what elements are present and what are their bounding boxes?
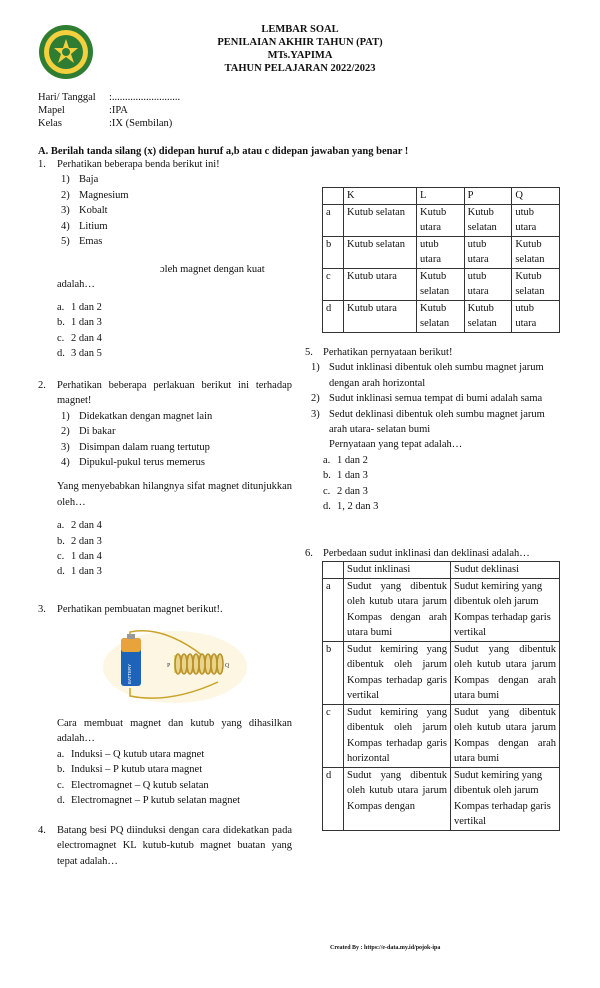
q1-stem-line1: ɔleh magnet dengan kuat <box>160 264 265 275</box>
header-year: TAHUN PELAJARAN 2022/2023 <box>224 63 376 74</box>
table-row: d Sudut yang dibentuk oleh kutub utara jarum Kompas dengan Sudut kemiring yang dibentuk oleh jarum Kompas terhadap garis vertikal <box>323 767 560 830</box>
option-item[interactable]: c. 2 dan 3 <box>323 485 368 497</box>
table-header-row: Sudut inklinasi Sudut deklinasi <box>323 562 560 579</box>
kelas-value: :IX (Sembilan) <box>109 118 173 129</box>
option-item[interactable]: d. 1 dan 3 <box>57 566 102 578</box>
q5-stem: Pernyataan yang tepat adalah… <box>329 439 463 451</box>
battery-label: BATTERY <box>127 663 132 685</box>
coil-end-p: P <box>167 663 171 669</box>
q2-items <box>57 409 292 471</box>
q1-stem-line2: adalah… <box>57 279 95 290</box>
option-item[interactable]: b. Induksi – P kutub utara magnet <box>57 764 203 776</box>
q1-options <box>57 300 257 362</box>
table-row: a Kutub selatan Kutub utara Kutub selatan utub utara <box>323 204 560 236</box>
header-title: LEMBAR SOAL <box>261 24 339 35</box>
option-item[interactable]: a. 1 dan 2 <box>323 454 368 466</box>
q6-number: 6. <box>305 548 313 559</box>
question-1 <box>38 157 292 249</box>
question-2 <box>38 378 292 580</box>
option-item[interactable]: a. 2 dan 4 <box>57 520 102 532</box>
q6-text: Perbedaan sudut inklinasi dan deklinasi adalah… <box>323 548 530 559</box>
table-header-row: K L P Q <box>323 188 560 205</box>
option-item[interactable]: c. 2 dan 4 <box>57 332 102 344</box>
list-item: 5) Emas <box>61 236 103 248</box>
coil-end-q: Q <box>225 663 230 669</box>
q1-text: Perhatikan beberapa benda berikut ini! <box>57 159 220 170</box>
list-item: 4) Litium <box>61 220 108 232</box>
list-item: 1) Baja <box>61 174 99 186</box>
q5-text: Perhatikan pernyataan berikut! <box>323 347 453 358</box>
option-item[interactable]: b. 1 dan 3 <box>57 317 102 329</box>
hari-value: :.......................... <box>109 92 181 103</box>
q5-number: 5. <box>305 347 313 358</box>
list-item: 1) Didekatkan dengan magnet lain <box>61 410 213 422</box>
q2-options <box>57 518 292 580</box>
mapel-label: Mapel <box>38 105 65 116</box>
list-item: 3) Kobalt <box>61 205 108 217</box>
q4-number: 4. <box>38 825 46 836</box>
header-subtitle: PENILAIAN AKHIR TAHUN (PAT) <box>217 37 383 48</box>
list-item: 3) Sedut deklinasi dibentuk oleh sumbu magnet jarum arah utara- selatan bumi <box>311 408 545 436</box>
hari-label: Hari/ Tanggal <box>38 92 96 103</box>
q1-number: 1. <box>38 159 46 170</box>
list-item: 2) Magnesium <box>61 189 129 201</box>
instruction: A. Berilah tanda silang (x) didepan huruf a,b atau c didepan jawaban yang benar ! <box>38 146 409 157</box>
table-row: b Kutub selatan utub utara utub utara Kutub selatan <box>323 236 560 268</box>
q1-items <box>57 172 292 249</box>
table-row: c Kutub utara Kutub selatan utub utara Kutub selatan <box>323 268 560 300</box>
table-row: a Sudut yang dibentuk oleh kutub utara jarum Kompas dengan arah utara bumi Sudut kemiring yang dibentuk oleh jarum Kompas terhadap garis vertikal <box>323 578 560 641</box>
q2-stem: Yang menyebabkan hilangnya sifat magnet ditunjukkan oleh… <box>57 481 292 508</box>
school-logo <box>38 24 94 80</box>
option-item[interactable]: c. Electromagnet – Q kutub selatan <box>57 779 209 791</box>
q5-items <box>305 360 560 437</box>
kelas-label: Kelas <box>38 118 62 129</box>
option-item[interactable]: d. 1, 2 dan 3 <box>323 501 379 513</box>
battery-cap <box>121 638 141 652</box>
q3-options <box>57 747 292 809</box>
q6-table <box>322 561 560 831</box>
q3-stem: Cara membuat magnet dan kutub yang dihasilkan adalah… <box>57 718 292 745</box>
option-item[interactable]: b. 1 dan 3 <box>323 470 368 482</box>
list-item: 1) Sudut inklinasi dibentuk oleh sumbu magnet jarum dengan arah horizontal <box>311 362 544 389</box>
q4-text: Batang besi PQ diinduksi dengan cara didekatkan pada electromagnet KL kutub-kutub magnet buatan yang tepat adalah… <box>57 825 292 867</box>
battery-terminal <box>127 634 135 639</box>
q3-number: 3. <box>38 604 46 615</box>
list-item: 4) Dipukul-pukul terus memerus <box>61 457 205 469</box>
question-3 <box>38 602 292 617</box>
table-row: b Sudut kemiring yang dibentuk oleh jarum Kompas terhadap garis vertikal Sudut yang dibentuk oleh kutub utara jarum Kompas dengan arah utara bumi <box>323 641 560 704</box>
q2-number: 2. <box>38 380 46 391</box>
option-item[interactable]: b. 2 dan 3 <box>57 535 102 547</box>
table-row: c Sudut kemiring yang dibentuk oleh jarum Kompas terhadap garis horizontal Sudut yang dibentuk oleh kutub utara jarum Kompas dengan arah utara bumi <box>323 704 560 767</box>
q3-body <box>57 716 292 808</box>
question-5 <box>305 345 560 514</box>
q2-text: Perhatikan beberapa perlakuan berikut ini terhadap magnet! <box>57 380 292 407</box>
q5-options <box>305 453 560 515</box>
option-item[interactable]: a. 1 dan 2 <box>57 302 102 313</box>
q4-table <box>322 187 560 333</box>
list-item: 2) Sudut inklinasi semua tempat di bumi adalah sama <box>311 393 543 405</box>
question-4 <box>38 823 292 869</box>
list-item: 3) Disimpan dalam ruang tertutup <box>61 441 210 453</box>
option-item[interactable]: d. 3 dan 5 <box>57 348 102 360</box>
electromagnet-illustration <box>100 622 250 707</box>
option-item[interactable]: a. Induksi – Q kutub utara magnet <box>57 748 205 760</box>
header-school: MTs.YAPIMA <box>267 50 333 61</box>
question-6 <box>305 546 565 561</box>
table-row: d Kutub utara Kutub selatan Kutub selatan utub utara <box>323 300 560 332</box>
footer-credit: Created By : https://e-data.my.id/pojok-ipa <box>330 945 441 951</box>
option-item[interactable]: d. Electromagnet – P kutub selatan magnet <box>57 795 241 807</box>
list-item: 2) Di bakar <box>61 426 116 438</box>
option-item[interactable]: c. 1 dan 4 <box>57 551 102 563</box>
q3-text: Perhatikan pembuatan magnet berikut!. <box>57 604 223 615</box>
mapel-value: :IPA <box>109 105 128 116</box>
exam-info <box>38 91 180 130</box>
